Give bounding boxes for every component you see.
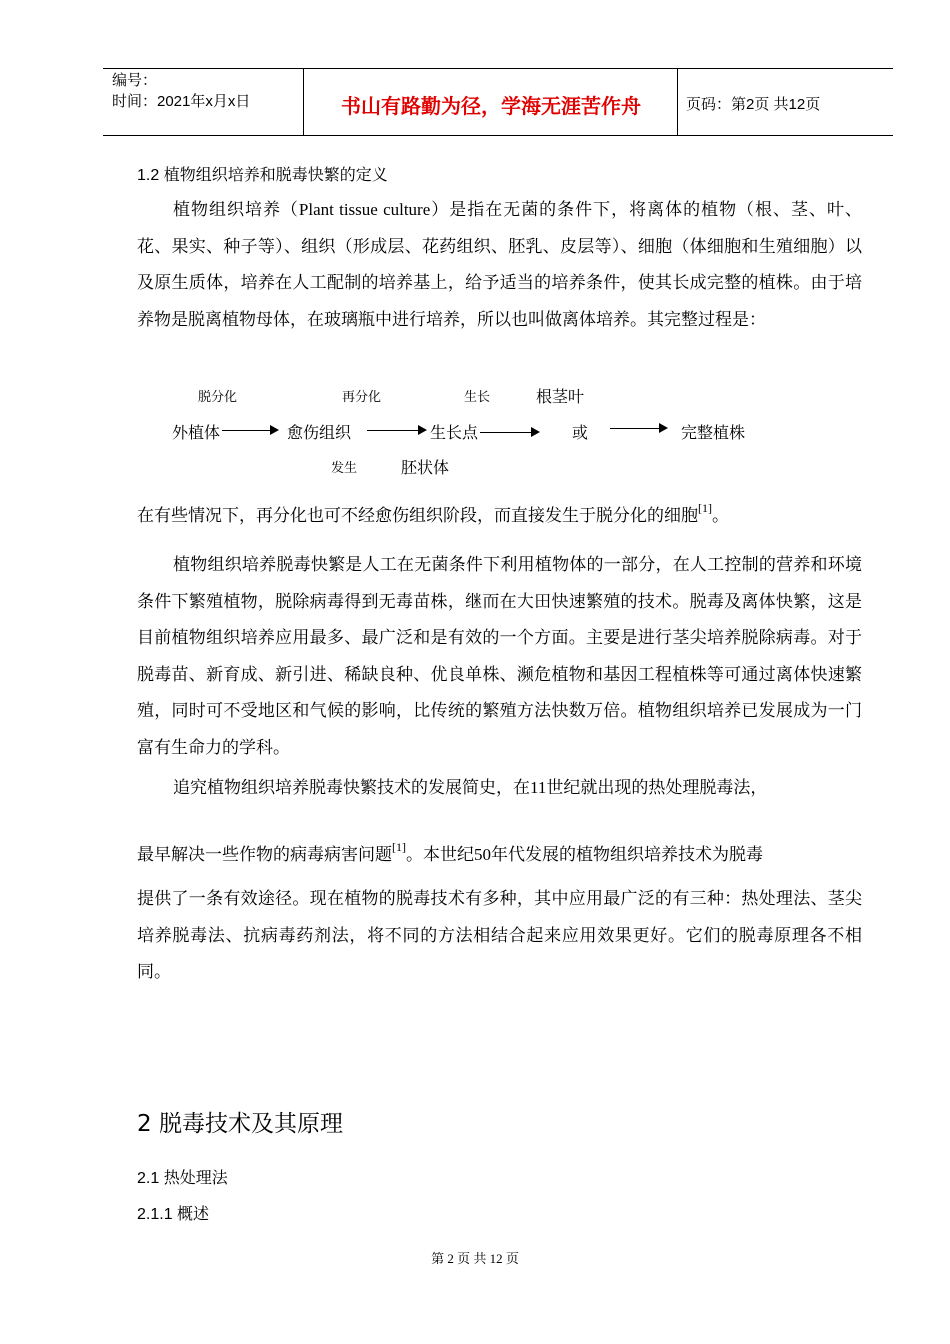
header-bottom-border	[103, 135, 893, 136]
paragraph-history-rest: 提供了一条有效途径。现在植物的脱毒技术有多种，其中应用最广泛的有三种：热处理法、茎尖培养脱毒法、抗病毒药剂法，将不同的方法相结合起来应用效果更好。它们的脱毒原理各不相同。	[137, 889, 862, 981]
header-divider	[303, 68, 304, 136]
node-growing-point: 生长点	[430, 425, 479, 442]
arrow	[222, 430, 277, 431]
node-or: 或	[572, 425, 589, 442]
arrow	[480, 432, 538, 433]
number-label: 编号：	[112, 72, 158, 89]
paragraph-history-line2	[137, 837, 763, 874]
arrow	[367, 430, 425, 431]
subsection-heading: 2.1 热处理法	[137, 1170, 228, 1187]
paragraph-history-line1: 追究植物组织培养脱毒快繁技术的发展简史，在11世纪就出现的热处理脱毒法，	[173, 778, 768, 797]
subsubsection-heading: 2.1.1 概述	[137, 1206, 210, 1223]
history-text-post: 。本世纪50年代发展的植物组织培养技术为脱毒	[406, 845, 763, 864]
node-whole-plant: 完整植株	[681, 425, 746, 442]
page-footer: 第 2 页 共 12 页	[431, 1251, 519, 1266]
label-occurrence: 发生	[331, 460, 358, 475]
label-dedifferentiation: 脱分化	[198, 389, 238, 404]
node-rhizome-leaf: 根茎叶	[536, 389, 585, 406]
label-redifferentiation: 再分化	[342, 389, 382, 404]
paragraph-virus-free: 植物组织培养脱毒快繁是人工在无菌条件下利用植物体的一部分，在人工控制的营养和环境条件下繁殖植物，脱除病毒得到无毒苗株，继而在大田快速繁殖的技术。脱毒及离体快繁，这是目前植物组织培养应用最多、最广泛和是有效的一个方面。主要是进行茎尖培养脱除病毒。对于脱毒苗、新育成、新引进、稀缺良种、优良单株、濒危植物和基因工程植株等可通过离体快速繁殖，同时可不受地区和气候的影响，比传统的繁殖方法快数万倍。植物组织培养已发展成为一门富有生命力的学科。	[137, 555, 862, 757]
paragraph-note	[137, 498, 729, 535]
header-divider	[677, 68, 678, 136]
arrow	[610, 428, 666, 429]
note-text: 在有些情况下，再分化也可不经愈伤组织阶段，而直接发生于脱分化的细胞	[137, 506, 698, 525]
header-motto: 书山有路勤为径，学海无涯苦作舟	[341, 94, 641, 118]
node-callus: 愈伤组织	[287, 425, 352, 442]
section-heading: 1.2 植物组织培养和脱毒快繁的定义	[137, 167, 388, 184]
header-page-info: 页码：第2页 共12页	[686, 96, 821, 113]
header-top-border	[103, 68, 893, 69]
citation: [1]	[698, 501, 712, 515]
chapter-heading: 2 脱毒技术及其原理	[137, 1111, 343, 1137]
node-embryoid: 胚状体	[401, 460, 450, 477]
paragraph-definition: 植物组织培养（Plant tissue culture）是指在无菌的条件下，将离体的植物（根、茎、叶、花、果实、种子等）、组织（形成层、花药组织、胚乳、皮层等）、细胞（体细胞和生殖细胞）以及原生质体，培养在人工配制的培养基上，给予适当的培养条件，使其长成完整的植株。由于培养物是脱离植物母体，在玻璃瓶中进行培养，所以也叫做离体培养。其完整过程是：	[137, 200, 862, 329]
history-text-pre: 最早解决一些作物的病毒病害问题	[137, 845, 392, 864]
node-explant: 外植体	[172, 425, 221, 442]
label-growth: 生长	[464, 389, 491, 404]
header-meta	[112, 70, 250, 112]
citation: [1]	[392, 840, 406, 854]
time-label: 时间：2021年x月x日	[112, 93, 251, 110]
note-end: 。	[712, 506, 729, 525]
